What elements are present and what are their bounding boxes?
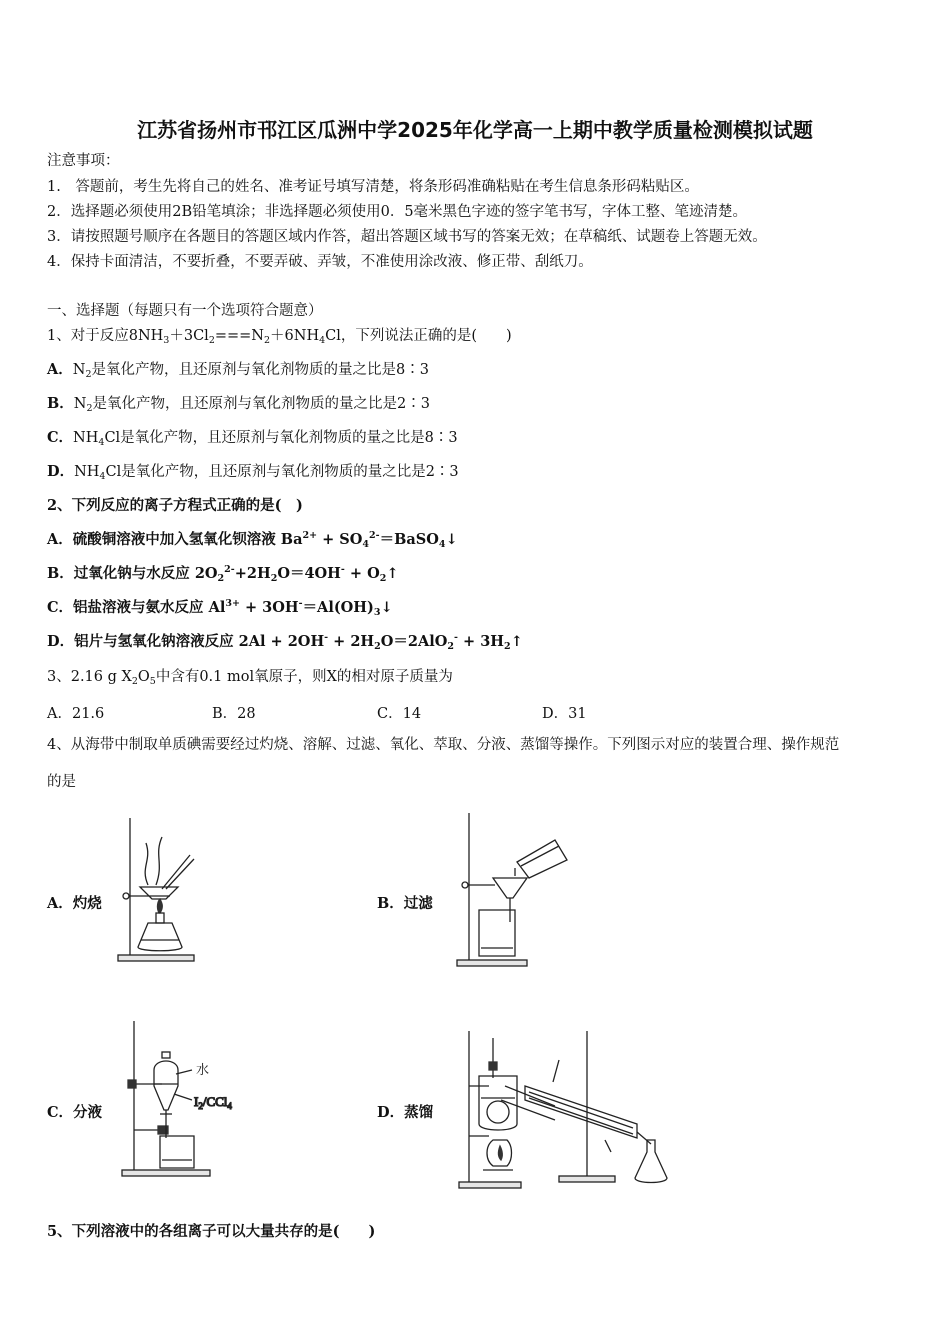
q1-option-a: A．$N_2$是氧化产物，且还原剂与氧化剂物质的量之比是8∶3 [47, 361, 429, 380]
q4-option-d: D．蒸馏 [377, 1104, 434, 1121]
filtration-apparatus-figure [455, 810, 575, 970]
q4-stem-line2: 的是 [47, 774, 76, 790]
distillation-apparatus-figure [455, 1028, 685, 1193]
q4-option-a: A．灼烧 [47, 895, 102, 912]
notice-item-3: 3．请按照题号顺序在各题目的答题区域内作答，超出答题区域书写的答案无效；在草稿纸、试题卷上答题无效。 [47, 229, 767, 245]
q3-option-b: B．28 [212, 706, 256, 722]
section-heading: 一、选择题（每题只有一个选项符合题意） [47, 303, 323, 319]
q2-option-b: B．过氧化钠与水反应 $2O_2^{2-}+2H_2O=4OH^-$ + $O_2↑$ [47, 564, 399, 584]
page-title: 江苏省扬州市邗江区瓜洲中学2025年化学高一上期中教学质量检测模拟试题 [137, 118, 813, 142]
q1-option-d: D．$NH_4Cl$是氧化产物，且还原剂与氧化剂物质的量之比是2∶3 [47, 463, 459, 482]
q4-stem-line1: 4、从海带中制取单质碘需要经过灼烧、溶解、过滤、氧化、萃取、分液、蒸馏等操作。下列图示对应的装置合理、操作规范 [47, 737, 840, 753]
q2-stem: 2、下列反应的离子方程式正确的是( ) [47, 497, 303, 514]
label-i2-ccl4: $I_2/CCl_4$ [194, 1094, 232, 1111]
q5-stem: 5、下列溶液中的各组离子可以大量共存的是( ) [47, 1223, 376, 1240]
q3-stem: 3、2.16 g $X_2O_5$中含有0.1 mol氧原子，则X的相对原子质量为 [47, 669, 453, 687]
separation-apparatus-figure [118, 1018, 248, 1178]
q1-stem: 1、对于反应$8NH_3+3Cl_2===N_2+6NH_4Cl$，下列说法正确的是( ) [47, 328, 512, 346]
q3-option-d: D．31 [542, 706, 587, 722]
notice-heading: 注意事项： [47, 153, 120, 169]
q2-option-c: C．铝盐溶液与氨水反应 $Al^{3+}$ + $3OH^-=Al(OH)_3↓$ [47, 598, 393, 618]
q1-option-c: C．$NH_4Cl$是氧化产物，且还原剂与氧化剂物质的量之比是8∶3 [47, 429, 458, 448]
q3-option-c: C．14 [377, 706, 422, 722]
q3-option-a: A．21.6 [47, 706, 105, 722]
q2-option-d: D．铝片与氢氧化钠溶液反应 $2Al + 2OH^- + 2H_2O=2AlO_2^-$ + $3H_2↑$ [47, 632, 523, 652]
notice-item-4: 4．保持卡面清洁，不要折叠，不要弄破、弄皱，不准使用涂改液、修正带、刮纸刀。 [47, 254, 593, 270]
q1-option-b: B．$N_2$是氧化产物，且还原剂与氧化剂物质的量之比是2∶3 [47, 395, 430, 414]
notice-item-1: 1. 答题前，考生先将自己的姓名、准考证号填写清楚，将条形码准确粘贴在考生信息条形码粘贴区。 [47, 179, 699, 195]
q4-option-c: C．分液 [47, 1104, 103, 1121]
burning-apparatus-figure [110, 815, 200, 965]
notice-item-2: 2．选择题必须使用2B铅笔填涂；非选择题必须使用0．5毫米黑色字迹的签字笔书写，字体工整、笔迹清楚。 [47, 204, 748, 220]
q2-option-a: A．硫酸铜溶液中加入氢氧化钡溶液 $Ba^{2+}$ + $SO_4^{2-}=BaSO_4↓$ [47, 530, 458, 550]
label-water: 水 [196, 1062, 210, 1077]
q4-option-b: B．过滤 [377, 895, 433, 912]
